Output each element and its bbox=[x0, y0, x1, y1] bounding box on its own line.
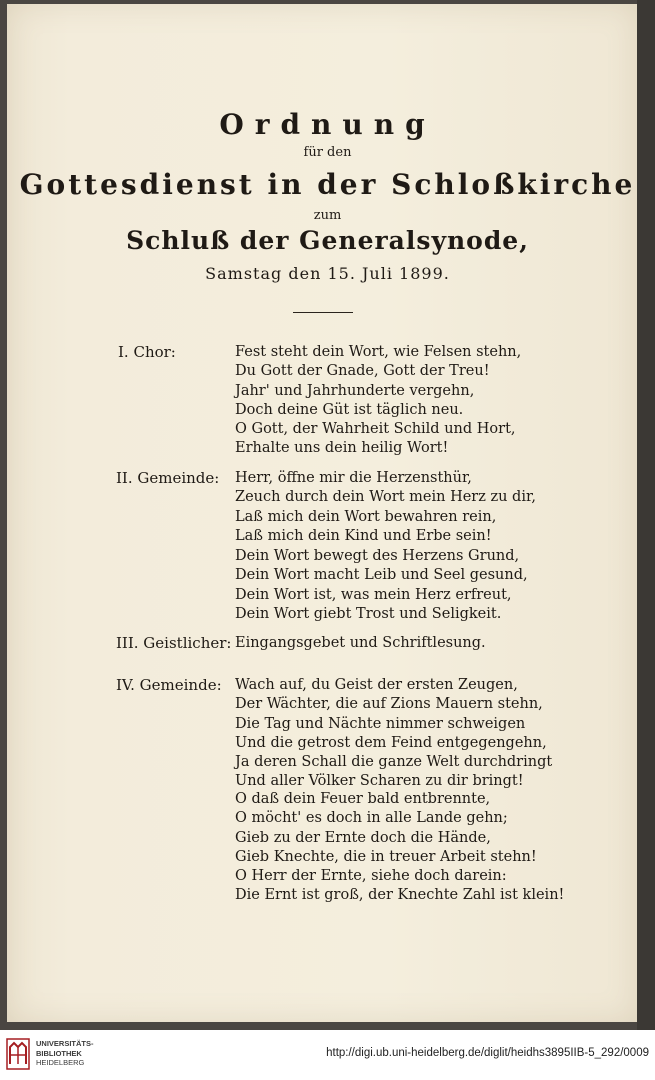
subtitle-fuer-den: für den bbox=[303, 145, 352, 160]
library-name-line: HEIDELBERG bbox=[36, 1058, 85, 1067]
date-line: Samstag den 15. Juli 1899. bbox=[205, 264, 450, 283]
verse-line: Herr, öffne mir die Herzensthür, bbox=[235, 470, 472, 486]
verse-line: Und aller Völker Scharen zu dir bringt! bbox=[235, 773, 524, 790]
verse-line: Dein Wort ist, was mein Herz erfreut, bbox=[235, 586, 512, 603]
title-divider bbox=[293, 312, 353, 313]
permalink-url[interactable]: http://digi.ub.uni-heidelberg.de/diglit/heidhs3895IIB-5_292/0009 bbox=[326, 1047, 649, 1059]
verse-line: O daß dein Feuer bald entbrennte, bbox=[235, 791, 491, 807]
role-label: III. Geistlicher: bbox=[116, 634, 232, 652]
verse-line: Zeuch durch dein Wort mein Herz zu dir, bbox=[235, 489, 536, 506]
stanza bbox=[235, 634, 486, 653]
verse-line: O Gott, der Wahrheit Schild und Hort, bbox=[235, 421, 516, 438]
subtitle-zum: zum bbox=[313, 208, 342, 223]
stanza bbox=[235, 676, 552, 792]
verse-line: Laß mich dein Wort bewahren rein, bbox=[235, 508, 497, 525]
verse-line: O möcht' es doch in alle Lande gehn; bbox=[235, 810, 508, 827]
stanza bbox=[235, 790, 564, 906]
verse-line: Ja deren Schall die ganze Welt durchdringt bbox=[235, 754, 553, 771]
verse-line: Laß mich dein Kind und Erbe sein! bbox=[235, 527, 492, 544]
verse-line: Gieb zu der Ernte doch die Hände, bbox=[235, 829, 491, 846]
verse-line: Die Ernt ist groß, der Knechte Zahl ist klein! bbox=[235, 887, 565, 904]
verse-line: Du Gott der Gnade, Gott der Treu! bbox=[235, 363, 490, 380]
heading-generalsynode: Schluß der Generalsynode, bbox=[126, 226, 529, 255]
stanza bbox=[235, 343, 521, 459]
verse-line: Jahr' und Jahrhunderte vergehn, bbox=[235, 382, 475, 399]
stanza bbox=[235, 547, 528, 624]
verse-line: Doch deine Güt ist täglich neu. bbox=[235, 401, 464, 418]
footer-bar bbox=[0, 1030, 655, 1080]
verse-line: Erhalte uns dein heilig Wort! bbox=[235, 440, 449, 457]
verse-line: Dein Wort giebt Trost und Seligkeit. bbox=[235, 605, 502, 622]
role-label: I. Chor: bbox=[118, 343, 176, 361]
library-name-line: UNIVERSITÄTS- bbox=[36, 1039, 94, 1048]
heading-gottesdienst: Gottesdienst in der Schloßkirche bbox=[19, 168, 636, 201]
verse-line: Der Wächter, die auf Zions Mauern stehn, bbox=[235, 696, 543, 713]
library-name bbox=[36, 1039, 94, 1068]
verse-line: Fest steht dein Wort, wie Felsen stehn, bbox=[235, 344, 522, 360]
verse-line: Die Tag und Nächte nimmer schweigen bbox=[235, 715, 526, 732]
document-title: Ordnung bbox=[219, 108, 436, 141]
stanza bbox=[235, 469, 536, 546]
university-library-logo-icon bbox=[6, 1037, 30, 1071]
verse-line: Gieb Knechte, die in treuer Arbeit stehn! bbox=[235, 848, 537, 865]
verse-line: Eingangsgebet und Schriftlesung. bbox=[235, 635, 486, 651]
verse-line: Dein Wort bewegt des Herzens Grund, bbox=[235, 548, 520, 564]
verse-line: Dein Wort macht Leib und Seel gesund, bbox=[235, 567, 528, 584]
verse-line: Und die getrost dem Feind entgegengehn, bbox=[235, 734, 547, 751]
role-label: IV. Gemeinde: bbox=[116, 676, 222, 694]
verse-line: O Herr der Ernte, siehe doch darein: bbox=[235, 868, 507, 885]
library-name-line: BIBLIOTHEK bbox=[36, 1048, 82, 1058]
role-label: II. Gemeinde: bbox=[116, 469, 220, 487]
verse-line: Wach auf, du Geist der ersten Zeugen, bbox=[235, 677, 518, 693]
